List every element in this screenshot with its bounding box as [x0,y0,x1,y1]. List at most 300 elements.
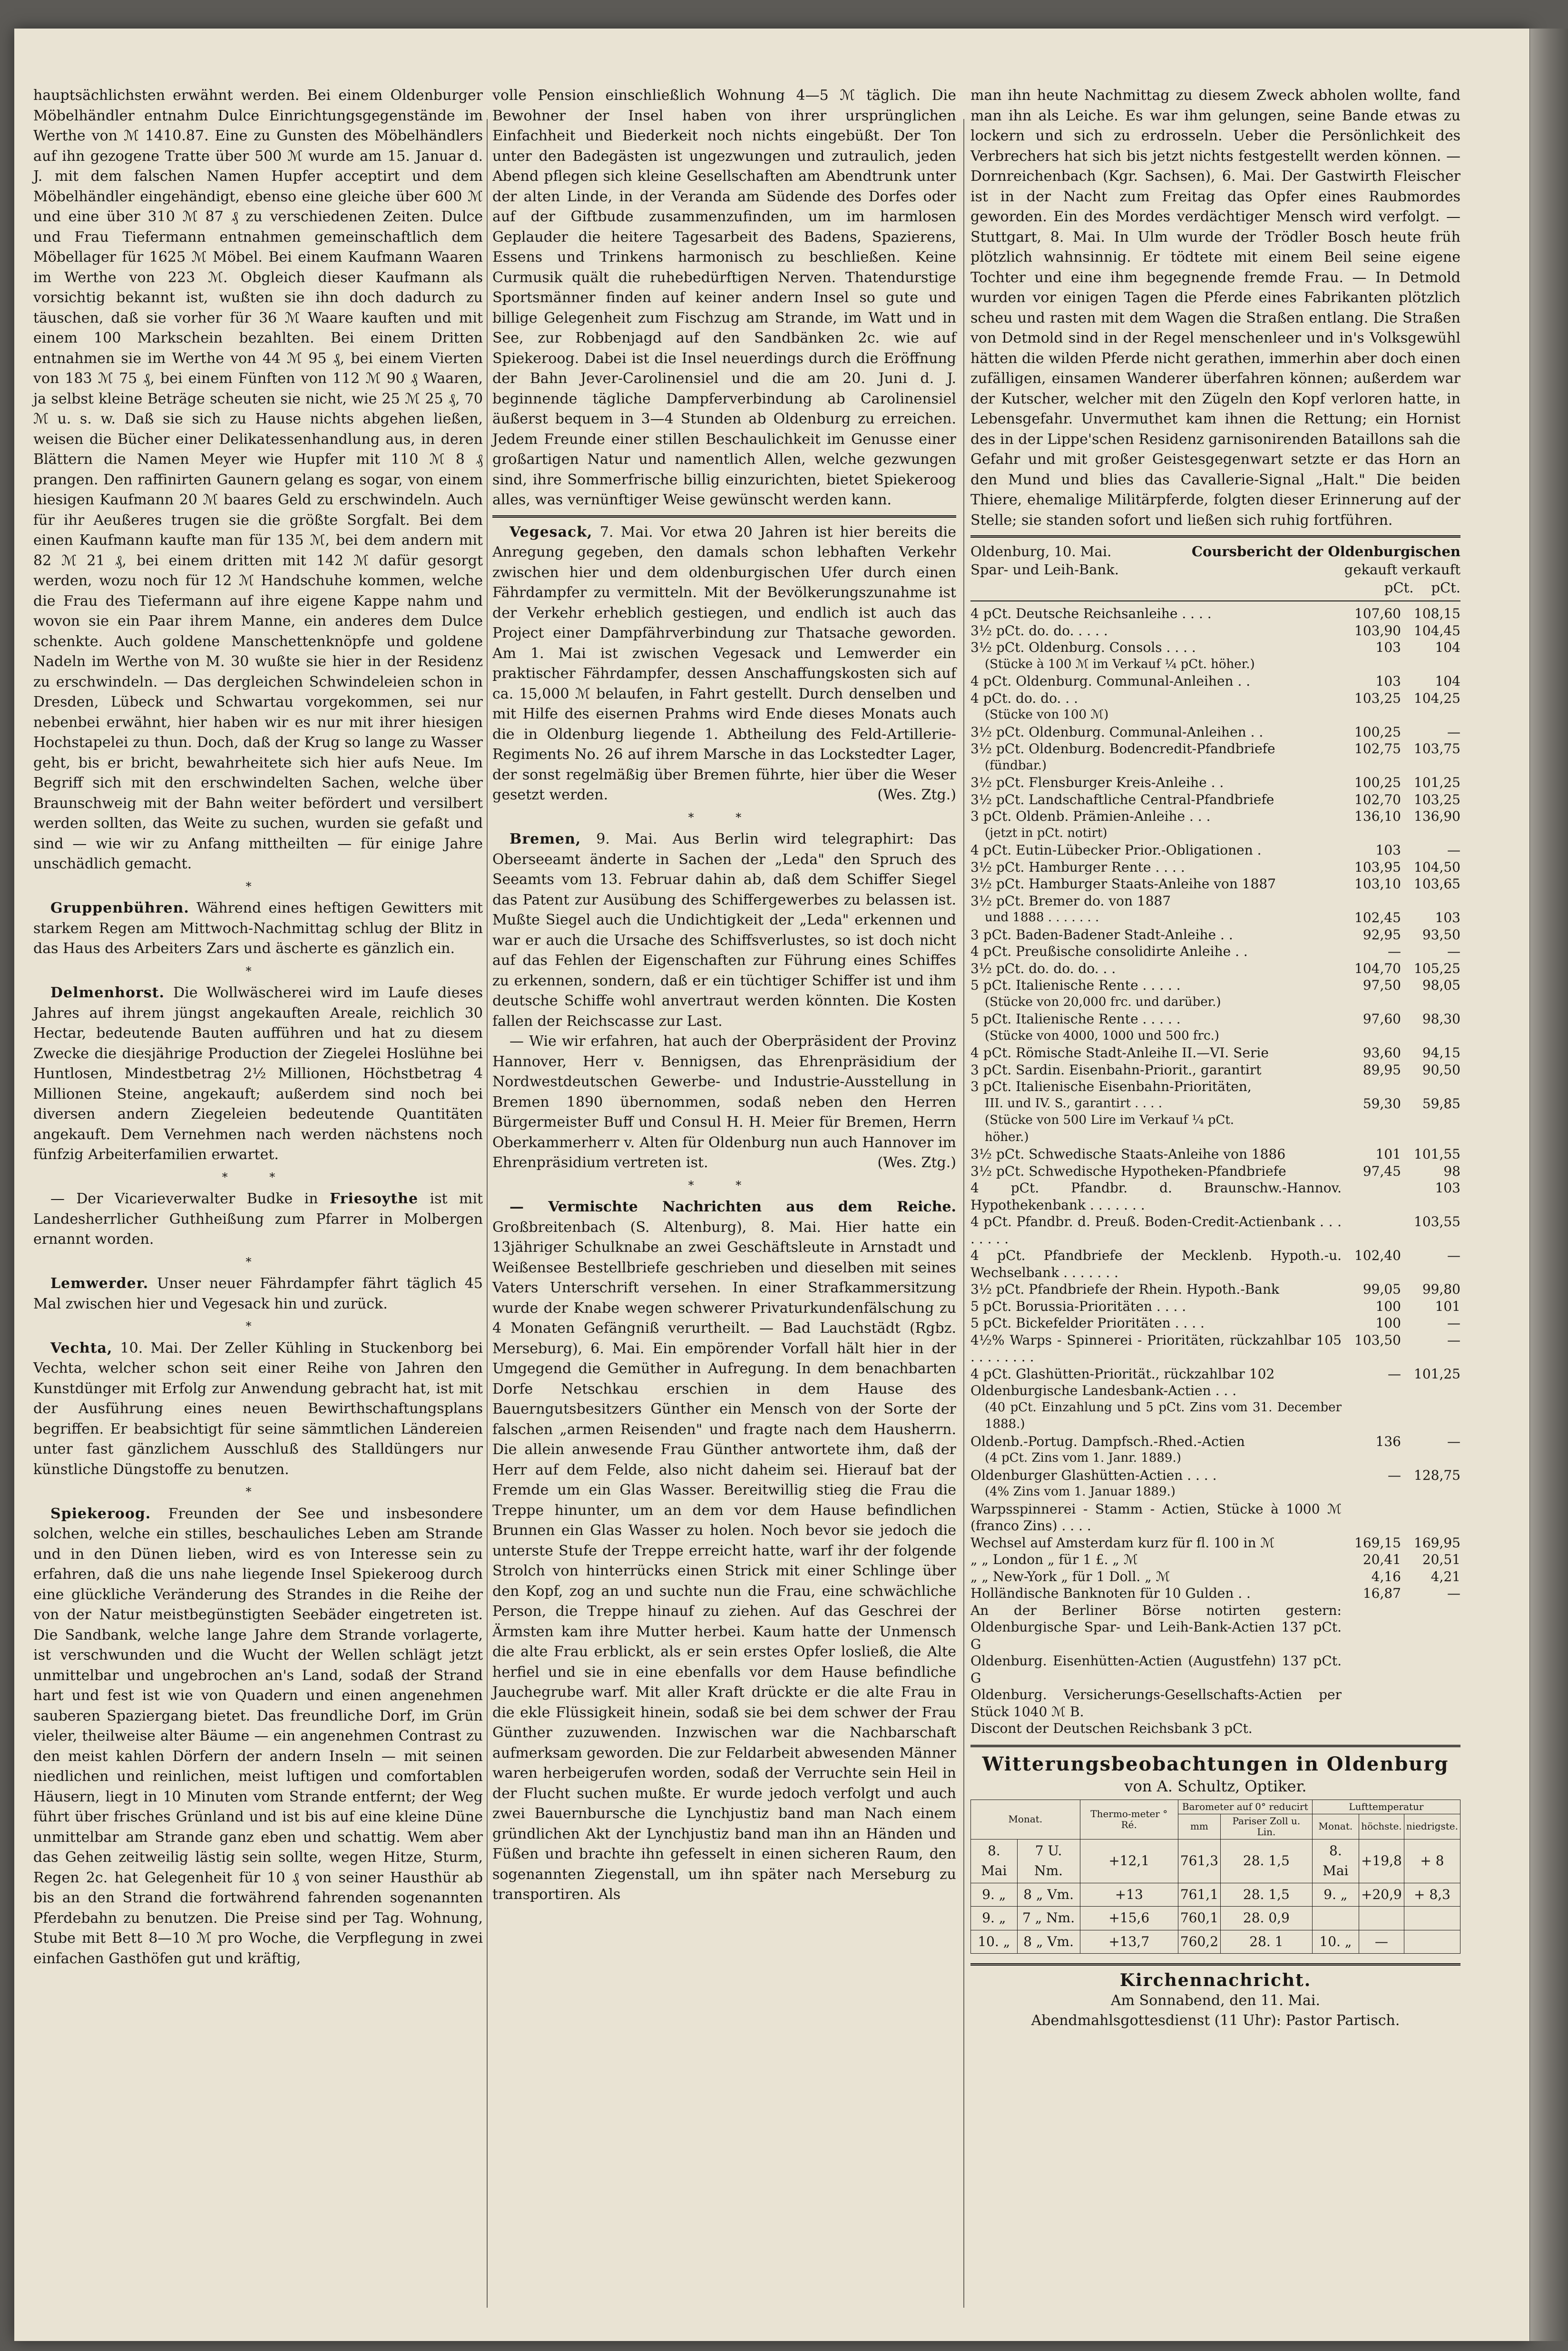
section-rule [970,1963,1460,1966]
kurs-row [970,1129,1460,1146]
kurs-sell [1401,1501,1460,1535]
weather-h-max: höchste. [1359,1814,1404,1839]
weather-cell-monat: 10. „ [971,1930,1018,1954]
column-rule [487,119,488,2308]
weather-cell-mm: 760,2 [1178,1930,1220,1954]
kurs-row [970,859,1460,876]
source-credit: (Wes. Ztg.) [877,787,956,803]
weather-cell-monat: 8. Mai [971,1839,1018,1883]
weather-cell-thermo: +13,7 [1080,1930,1178,1954]
kurs-label: Oldenburgische Landesbank-Actien . . . [970,1383,1237,1398]
article-text: ist mit Landesherrlicher Guthheißung zum Pfarrer in Molbergen ernannt worden. [33,1190,483,1248]
weather-header-row [971,1800,1460,1814]
kurs-sell [1401,1720,1460,1737]
kurs-col-unit: pCt. [1384,580,1414,596]
weather-cell-min [1404,1907,1460,1930]
article-lemwerder [33,1274,483,1314]
kurs-buy [1342,1450,1401,1467]
kurs-row [970,960,1460,977]
kurs-sell: 128,75 [1414,1467,1460,1483]
kurs-sell: 103,55 [1414,1214,1460,1230]
kurs-buy: 103 [1375,673,1401,689]
kurs-sell: 103,75 [1414,741,1460,757]
article-vechta [33,1338,483,1480]
kurs-buy: — [1388,1366,1401,1382]
kurs-label: (40 pCt. Einzahlung und 5 pCt. Zins vom 31. December 1888.) [985,1400,1342,1431]
kurs-label: (4% Zins vom 1. Januar 1889.) [985,1485,1176,1499]
kurs-row [970,842,1460,859]
article-spiekeroog [33,1504,483,1969]
section-headline: — Vermischte Nachrichten aus dem Reiche. [510,1199,956,1215]
kurs-buy: 100,25 [1354,775,1401,790]
kurs-label: 3½ pCt. Oldenburg. Bodencredit-Pfandbriefe [970,741,1275,757]
place-name: Lemwerder. [50,1275,149,1292]
kurs-row [970,639,1460,656]
kurs-row [970,707,1460,724]
weather-cell-thermo: +13 [1080,1883,1178,1907]
article-text: Unser neuer Fährdampfer fährt täglich 45 Mal zwischen hier und Vegesack hin und zurück. [33,1275,483,1312]
kurs-buy: 169,15 [1354,1535,1401,1551]
kurs-sell [1401,1112,1460,1129]
separator-stars: * [245,964,271,978]
article-vermischte [492,1197,956,1905]
kursbericht-header [970,542,1460,597]
weather-cell-max [1359,1907,1404,1930]
article-text: Großbreitenbach (S. Altenburg), 8. Mai. Hier hatte ein 13jähriger Schulknabe an zwei Geschäftsleute in Arnstadt und Weißensee Bestellbriefe geschrieben und dieselben mit seines Vaters Unterschrift versehen. In einer Strafkammersitzung wurde der Knabe wegen schwerer Privaturkundenfälschung zu 4 Monaten Gefängniß verurtheilt. — Bad Lauchstädt (Rgbz. Merseburg), 6. Mai. Ein empörender Vorfall hält hier in der Umgegend die Gemüther in Aufregung. In dem benachbarten Dorfe Netschkau erschien in dem Hause des Bauerngutsbesitzers Günther ein Mensch von der Sorte der falschen „armen Reisenden" und fragte nach dem Hausherrn. Die allein anwesende Frau Günther antwortete ihm, daß der Herr auf dem Felde, also nicht daheim sei. Hierauf bat der Fremde um ein Glas Wasser. Bereitwillig stieg die Frau die Treppe hinunter, um an dem vor dem Hause befindlichen Brunnen ein Glas Wasser zu holen. Noch bevor sie jedoch die unterste Stufe der Treppe erreicht hatte, warf ihr der folgende Strolch von hinterrücks einen Strick mit einer Schlinge über den Kopf, zog an und suchte nun die Frau, eine schwächliche Person, die Treppe hinauf zu ziehen. Auf das Geschrei der Ärmsten kam ihre Mutter herbei. Kaum hatte der Unmensch die alte Frau erblickt, als er sein erstes Opfer losließ, die Alte herfiel und sie in eine ebenfalls vor dem Hause befindliche Jauchegrube warf. Mit aller Kraft drückte er die alte Frau in die ekle Flüssigkeit hinein, sodaß sie bei dem schwer der Frau Günther zuzuwenden. Inzwischen war die Nachbarschaft aufmerksam geworden. Die zur Feldarbeit abwesenden Männer waren herbeigerufen worden, sodaß der Verruchte sein Heil in der Flucht suchen mußte. Er wurde jedoch verfolgt und auch zwei Bauernbursche die Lynchjustiz band man Nach einem gründlichen Akt der Lynchjustiz band man ihn an Händen und Füßen und brachte ihn gefesselt in einen sicheren Raum, den sogenannten Ziegenstall, um ihn später nach Merseburg zu transportiren. Als [492,1219,956,1903]
article-text: hauptsächlichsten erwähnt werden. Bei einem Oldenburger Möbelhändler entnahm Dulce Einrichtungsgegenstände im Werthe von ℳ 1410.87. Eine zu Gunsten des Möbelhändlers auf ihn gezogene Tratte über 500 ℳ wurde am 15. Januar d. J. mit dem falschen Namen Hupfer acceptirt und dem Möbelhändler eingehändigt, ebenso eine gleiche über 600 ℳ und eine über 310 ℳ 87 ₰ zu verschiedenen Zeiten. Dulce und Frau Tiefermann entnahmen gemeinschaftlich dem Möbellager für 1625 ℳ Möbel. Bei einem Kaufmann Waaren im Werthe von 223 ℳ. Obgleich dieser Kaufmann als vorsichtig bekannt ist, wußten sie ihn doch dadurch zu täuschen, daß sie vorher für 36 ℳ Waare kauften und mit einem 100 Markschein bezahlten. Bei einem Dritten entnahmen sie im Werthe von 44 ℳ 95 ₰, bei einem Vierten von 183 ℳ 75 ₰, bei einem Fünften von 112 ℳ 90 ₰ Waaren, ja selbst kleine Beträge scheuten sie nicht, wie 25 ℳ 25 ₰, 70 ℳ u. s. w. Daß sie sich zu Hause nichts abgehen ließen, weisen die Bücher einer Delikatessenhandlung aus, in deren Blättern die Namen Meyer wie Hupfer mit 110 ℳ 8 ₰ prangen. Den raffinirten Gaunern gelang es sogar, von einem hiesigen Kaufmann 20 ℳ baares Geld zu erschwindeln. Auch für ihr Aeußeres trugen sie die größte Sorgfalt. Bei dem einen Kaufmann kaufte man für 135 ℳ, bei dem andern mit 82 ℳ 21 ₰, bei einem dritten mit 142 ℳ dafür gesorgt werden, wozu noch für 12 ℳ Handschuhe kommen, welche die Frau des Tiefermann auf ihre eigene Kappe nahm und wovon sie ein Paar ihrem Manne, ein anderes dem Dulce schenkte. Auch goldene Manschettenknöpfe und goldene Nadeln im Werthe von M. 30 wußte sie hier in der Residenz zu erschwindeln. — Das dergleichen Schwindeleien schon in Dresden, Lübeck und Schwartau vorgekommen, sei nur nebenbei erwähnt, hier haben wir es nur mit ihrer hiesigen Hochstapelei zu thun. Doch, daß der Krug so lange zu Wasser geht, bis er bricht, bewahrheitete sich hier aufs Neue. Im Begriff sich mit den erschwindelten Sachen, welche über Braunschweig mit der Bahn weiter befördert und versilbert werden sollten, das Weite zu suchen, wurden sie gefaßt und sind — wie wir zu Anfang mittheilten — für einige Jahre unschädlich gemacht. [33,87,483,872]
kurs-title: Coursbericht der Oldenburgischen [1191,543,1460,560]
kurs-buy: 100 [1375,1315,1401,1331]
kurs-label: 4 pCt. Römische Stadt-Anleihe II.—VI. Serie [970,1045,1269,1061]
weather-cell-zoll: 28. 1,5 [1221,1839,1313,1883]
kurs-buy [1342,1028,1401,1045]
kurs-label: 3½ pCt. Hamburger Rente . . . . [970,859,1185,875]
kurs-buy: 103,95 [1354,859,1401,875]
kurs-buy: 89,95 [1362,1062,1401,1078]
kurs-sell: 105,25 [1414,960,1460,976]
kurs-label: 3½ pCt. Hamburger Staats-Anleihe von 1887 [970,876,1276,892]
kurs-label: 4 pCt. Oldenburg. Communal-Anleihen . . [970,673,1251,689]
kurs-row [970,774,1460,791]
weather-h-baro: Barometer auf 0° reducirt [1178,1800,1312,1814]
kurs-buy: 97,45 [1362,1163,1401,1179]
kurs-sell: — [1447,1315,1460,1331]
kurs-label: Oldenb.-Portug. Dampfsch.-Rhed.-Actien [970,1433,1245,1449]
church-notice-service: Abendmahlsgottesdienst (11 Uhr): Pastor Partisch. [1031,2012,1400,2029]
kurs-label: 4½% Warps - Spinnerei - Prioritäten, rückzahlbar 105 . . . . . . . . [970,1332,1342,1365]
weather-subtitle: von A. Schultz, Optiker. [1124,1777,1307,1795]
kurs-buy [1342,1602,1401,1653]
kurs-label: 3½ pCt. Pfandbriefe der Rhein. Hypoth.-Bank [970,1281,1279,1297]
kurs-sell: 103 [1435,910,1460,925]
kurs-buy [1342,1686,1401,1720]
weather-cell-zeit: 8 „ Vm. [1017,1930,1080,1954]
kurs-buy: 59,30 [1362,1095,1401,1112]
kurs-buy: 16,87 [1362,1585,1401,1601]
separator-stars: * * [688,810,761,824]
kurs-buy [1342,1501,1401,1535]
kurs-buy [1342,893,1401,910]
kurs-sell [1401,1129,1460,1146]
kurs-label: „ „ London „ für 1 £. „ ℳ [970,1552,1138,1567]
kurs-col-sell: verkauft [1401,561,1460,578]
kurs-label: 3½ pCt. Schwedische Staats-Anleihe von 1886 [970,1146,1286,1162]
weather-cell-monat: 9. „ [971,1907,1018,1930]
kurs-sell: 169,95 [1414,1535,1460,1551]
kurs-label: 3½ pCt. do. do. . . . . [970,622,1108,639]
kurs-label: 3½ pCt. Schwedische Hypotheken-Pfandbriefe [970,1163,1286,1179]
kurs-buy [1342,1180,1401,1213]
kurs-label: (jetzt in pCt. notirt) [985,826,1107,840]
kurs-buy: — [1388,1467,1401,1483]
kurs-row [970,1686,1460,1720]
weather-cell-monat2: 8. Mai [1312,1839,1359,1883]
church-notice-date: Am Sonnabend, den 11. Mai. [1110,1992,1321,2009]
kurs-label: (Stücke von 4000, 1000 und 500 frc.) [985,1028,1219,1043]
kurs-sell: — [1447,1332,1460,1348]
kurs-label: (Stücke von 100 ℳ) [985,708,1109,722]
kurs-sell: 104 [1435,673,1460,689]
weather-cell-mm: 761,3 [1178,1839,1220,1883]
kurs-row [970,1535,1460,1552]
kurs-row [970,1078,1460,1095]
kurs-buy [1342,994,1401,1011]
kurs-row [970,1044,1460,1062]
kurs-sell: — [1447,724,1460,740]
weather-cell-max: — [1359,1930,1404,1954]
source-credit: (Wes. Ztg.) [877,1154,956,1171]
kurs-label: 3 pCt. Oldenb. Prämien-Anleihe . . . [970,808,1211,824]
article-text: — Wie wir erfahren, hat auch der Oberpräsident der Provinz Hannover, Herr v. Bennigsen, das Ehrenpräsidium der Nordwestdeutschen Gewerbe- und Industrie-Ausstellung in Bremen 1890 übernommen, sodaß neben den Herren Bürgermeister Buff und Consul H. H. Meier für Bremen, Herrn Oberkammerherr v. Alten für Oldenburg nun auch Hannover im Ehrenpräsidium vertreten ist. [492,1033,956,1171]
kurs-buy: 93,60 [1362,1045,1401,1061]
kurs-row [970,1720,1460,1737]
kurs-buy: 104,70 [1354,960,1401,976]
kurs-buy [1342,825,1401,842]
kurs-buy: 99,05 [1362,1281,1401,1297]
kurs-label: Oldenburg. Eisenhütten-Actien (Augustfehn) 137 pCt. G [970,1653,1342,1686]
article-text: Während eines heftigen Gewitters mit starkem Regen am Mittwoch-Nachmittag schlug der Blitz in das Haus des Arbeiters Zars und äscherte es gänzlich ein. [33,900,483,957]
kurs-label: III. und IV. S., garantirt . . . . [985,1096,1163,1111]
kurs-label: 3½ pCt. Bremer do. von 1887 [970,893,1171,909]
kurs-buy [1342,656,1401,673]
kurs-buy: 97,60 [1362,1011,1401,1027]
kurs-row [970,875,1460,893]
kurs-sell [1401,1450,1460,1467]
kurs-row [970,1568,1460,1585]
kurs-sell: 136,90 [1414,808,1460,824]
kurs-row [970,740,1460,757]
weather-cell-mm: 761,1 [1178,1883,1220,1907]
kurs-buy [1342,1078,1401,1095]
kurs-buy: — [1388,944,1401,959]
kurs-buy: 107,60 [1354,606,1401,621]
kurs-row [970,1467,1460,1484]
kurs-label: 5 pCt. Italienische Rente . . . . . [970,977,1181,993]
kurs-sell: — [1447,1585,1460,1601]
kurs-label: (Stücke von 500 Lire im Verkauf ¼ pCt. [985,1113,1235,1127]
kurs-row [970,1332,1460,1366]
kurs-sell: 4,21 [1431,1568,1460,1584]
kurs-sell: — [1447,842,1460,858]
kurs-sell: 101,25 [1414,1366,1460,1382]
kurs-sell [1401,994,1460,1011]
kurs-buy: 101 [1375,1146,1401,1162]
weather-h-thermo: Thermo-meter ° Ré. [1080,1800,1178,1839]
kurs-buy [1342,1213,1401,1247]
kurs-row [970,1484,1460,1501]
kurs-table-body [970,605,1460,1737]
kurs-label: 3½ pCt. Oldenburg. Communal-Anleihen . . [970,724,1264,740]
weather-title: Witterungsbeobachtungen in Oldenburg [982,1752,1449,1775]
kurs-label: (4 pCt. Zins vom 1. Janr. 1889.) [985,1451,1181,1465]
weather-row [971,1883,1460,1907]
kurs-sell [1401,893,1460,910]
kurs-label: 3½ pCt. Oldenburg. Consols . . . . [970,639,1196,655]
weather-row [971,1839,1460,1883]
article-text: 10. Mai. Der Zeller Kühling in Stuckenborg bei Vechta, welcher schon seit einer Reihe von Jahren den Kunstdünger mit Erfolg zur Anwendung gebracht hat, ist mit der Ausführung eines neuen Bewirthschaftungsplans begriffen. Er beabsichtigt für seine sämmtlichen Ländereien unter fast gänzlichem Ausschluß des Stalldüngers nur künstliche Düngstoffe zu benutzen. [33,1339,483,1478]
kurs-sell [1401,757,1460,775]
kurs-label: „ „ New-York „ für 1 Doll. „ ℳ [970,1568,1170,1584]
kurs-label: 3½ pCt. Landschaftliche Central-Pfandbriefe [970,791,1274,807]
kurs-sell: — [1447,1433,1460,1449]
kurs-label: (fündbar.) [985,758,1047,773]
kurs-label: 5 pCt. Italienische Rente . . . . . [970,1011,1181,1027]
kurs-row [970,1146,1460,1163]
place-name: Vechta, [50,1339,113,1357]
kurs-label: höher.) [985,1130,1029,1144]
divider [970,600,1460,601]
kurs-row [970,1298,1460,1315]
kurs-buy: 103,10 [1354,876,1401,892]
kurs-sell [1401,1399,1460,1433]
article-bremen [492,829,956,1032]
kurs-label: 4 pCt. Preußische consolidirte Anleihe . . [970,944,1248,959]
kurs-row [970,909,1460,926]
weather-h-luft: Lufttemperatur [1312,1800,1460,1814]
kurs-row [970,926,1460,944]
kurs-sell: 98 [1443,1163,1460,1179]
kurs-sell: 90,50 [1422,1062,1460,1078]
weather-h-mm: mm [1178,1814,1220,1839]
kurs-sell: 101,25 [1414,775,1460,790]
article-text: — Der Vicarieverwalter Budke in [50,1190,330,1207]
kurs-label: 4 pCt. Deutsche Reichsanleihe . . . . [970,606,1212,621]
kurs-label: Wechsel auf Amsterdam kurz für fl. 100 in ℳ [970,1535,1275,1551]
weather-row [971,1930,1460,1954]
kurs-label: (Stücke à 100 ℳ im Verkauf ¼ pCt. höher.) [985,657,1255,671]
kurs-label: 3 pCt. Italienische Eisenbahn-Prioritäten, [970,1079,1252,1094]
kurs-label: 3 pCt. Baden-Badener Stadt-Anleihe . . [970,926,1233,943]
kurs-row [970,1585,1460,1602]
kurs-sell: — [1447,1248,1460,1263]
kurs-buy: 102,75 [1354,741,1401,757]
weather-cell-zoll: 28. 0,9 [1221,1907,1313,1930]
kurs-row [970,724,1460,741]
kurs-row [970,1501,1460,1535]
kurs-buy [1342,1720,1401,1737]
separator-stars: * * [222,1170,294,1184]
kurs-sell: 104,45 [1414,622,1460,639]
kurs-row [970,994,1460,1011]
kurs-buy: 102,45 [1354,910,1401,925]
kurs-label: An der Berliner Börse notirten gestern: Oldenburgische Spar- und Leih-Bank-Actien 137 pCt. G [970,1602,1342,1652]
kurs-buy [1342,1399,1401,1433]
kurs-sell [1401,1078,1460,1095]
weather-cell-min: + 8 [1404,1839,1460,1883]
kurs-row [970,1163,1460,1180]
kurs-sell: — [1447,944,1460,959]
column-3 [970,86,1460,2031]
kurs-sell: 98,05 [1422,977,1460,993]
kurs-sell [1401,656,1460,673]
kurs-buy [1342,1129,1401,1146]
article-friesoythe [33,1189,483,1250]
kurs-buy: 100,25 [1354,724,1401,740]
article-text: man ihn heute Nachmittag zu diesem Zweck abholen wollte, fand man ihn als Leiche. Es war ihm gelungen, seine Bande etwas zu lockern und sich zu erdrosseln. Ueber die Persönlichkeit des Verbrechers hat sich bis jetzt nichts festgestellt werden können. — Dornreichenbach (Kgr. Sachsen), 6. Mai. Der Gastwirth Fleischer ist in der Nacht zum Freitag das Opfer eines Raubmordes geworden. Ein des Mordes verdächtiger Mensch wird verfolgt. — Stuttgart, 8. Mai. In Ulm wurde der Trödler Bosch heute früh plötzlich wahnsinnig. Er tödtete mit einem Beil seine eigene Tochter und eine ihm begegnende fremde Frau. — In Detmold wurden vor einigen Tagen die Pferde eines Fabrikanten plötzlich scheu und rasten mit dem Wagen die Straßen entlang. Die Straßen von Detmold sind in der Regel menschenleer und in's Volksgewühl hätten die wilden Pferde nicht gerathen, immerhin aber doch einen zufälligen, einsamen Wanderer überfahren können; außerdem war der Kutscher, welcher mit den Zügeln den Kopf verloren hatte, in Lebensgefahr. Unvermuthet kam ihnen die Rettung; ein Hornist des in der Lippe'schen Residenz garnisonirenden Bataillons sah die Gefahr und mit großer Geistesgegenwart setzte er das Horn an den Mund und blies das Cavallerie-Signal „Halt." Die beiden Thiere, ehemalige Militärpferde, folgten dieser Erinnerung auf der Stelle; sie standen sofort und ließen sich ruhig fortführen. [970,87,1460,529]
weather-cell-zeit: 7 U. Nm. [1017,1839,1080,1883]
weather-cell-min: + 8,3 [1404,1883,1460,1907]
kurs-sell: 104,25 [1414,690,1460,706]
kurs-sell: 104 [1435,639,1460,655]
kurs-label: Warpsspinnerei - Stamm - Actien, Stücke à 1000 ℳ (franco Zins) . . . . [970,1501,1342,1534]
kurs-label: 5 pCt. Borussia-Prioritäten . . . . [970,1298,1186,1314]
kurs-row [970,605,1460,622]
separator-stars: * [245,1255,271,1269]
kurs-sell [1401,1028,1460,1045]
weather-cell-max: +20,9 [1359,1883,1404,1907]
article-text: volle Pension einschließlich Wohnung 4—5 ℳ täglich. Die Bewohner der Insel haben von ihrer ursprünglichen Einfachheit und Biederkeit noch nichts eingebüßt. Der Ton unter den Badegästen ist ungezwungen und zutraulich, jeden Abend pflegen sich kleine Gesellschaften am Abendtrunk unter der alten Linde, in der Veranda am Südende des Dorfes oder auf der Giftbude zusammenzufinden, um im harmlosen Geplauder die heitere Tagesarbeit des Badens, Spazierens, Essens und Trinkens harmonisch zu beschließen. Keine Curmusik quält die ruhebedürftigen Nerven. Thatendurstige Sportsmänner finden auf keiner andern Insel so gute und billige Gelegenheit zum Fischzug am Strande, im Watt und in See, zur Robbenjagd auf den Sandbänken 2c. wie auf Spiekeroog. Dabei ist die Insel neuerdings durch die Eröffnung der Bahn Jever-Carolinensiel und die am 20. Juni d. J. beginnende tägliche Dampferverbindung ab Carolinensiel äußerst bequem in 3—4 Stunden ab Oldenburg zu erreichen. Jedem Freunde einer stillen Beschaulichkeit im Genusse einer großartigen Natur und namentlich Allen, welche gezwungen sind, ihre Sommerfrische billig einzurichten, bietet Spiekeroog alles, was vernünftiger Weise gewünscht werden kann. [492,87,956,508]
kurs-row [970,791,1460,808]
column-rule [963,119,964,2308]
weather-row [971,1907,1460,1930]
weather-cell-min [1404,1930,1460,1954]
kurs-col-unit: pCt. [1431,580,1460,596]
weather-table [970,1800,1460,1954]
kurs-row [970,1180,1460,1213]
kurs-buy: 100 [1375,1298,1401,1314]
place-name: Gruppenbühren. [50,900,189,916]
kurs-sell: 94,15 [1422,1045,1460,1061]
place-name: Spiekeroog. [50,1505,151,1522]
kurs-row [970,622,1460,639]
weather-cell-zoll: 28. 1,5 [1221,1883,1313,1907]
kurs-row [970,1433,1460,1450]
article-delmenhorst [33,983,483,1165]
weather-cell-zoll: 28. 1 [1221,1930,1313,1954]
kurs-sell: 59,85 [1422,1095,1460,1112]
kurs-row [970,1062,1460,1079]
kurs-sell: 101,55 [1414,1146,1460,1162]
kurs-row [970,690,1460,707]
kurs-buy [1342,757,1401,775]
kurs-label: 3½ pCt. Flensburger Kreis-Anleihe . . [970,775,1224,790]
article-gruppenbuehren [33,898,483,959]
kurs-sell: 108,15 [1414,606,1460,621]
column-1 [33,86,483,1969]
kurs-row [970,977,1460,994]
column-2 [492,86,956,1905]
kurs-row [970,1450,1460,1467]
kurs-row [970,893,1460,910]
kurs-row [970,1315,1460,1332]
kurs-buy: 103,90 [1354,622,1401,639]
kurs-sell: 104,50 [1414,859,1460,875]
kurs-label: und 1888 . . . . . . . [985,910,1099,925]
weather-h-zoll: Pariser Zoll u. Lin. [1221,1814,1313,1839]
kurs-row [970,656,1460,673]
kurs-col-buy: gekauft [1344,561,1398,578]
kurs-row [970,757,1460,775]
separator-stars: * [245,879,271,893]
page-edge [1530,29,1568,2341]
article-text: Die Wollwäscherei wird im Laufe dieses Jahres auf ihrem jüngst angekauften Areale, reichlich 30 Hectar, bedeutende Bauten aufführen und hat zu diesem Zwecke die diesjährige Production der Ziegelei Hoslühne bei Huntlosen, Mindestbetrag 2½ Millionen, Höchstbetrag 4 Millionen Steine, angekauft; außerdem sind noch bei diversen andern Ziegeleien bedeutende Quantitäten angekauft. Dem Vernehmen nach werden nächstens noch fünfzig Arbeiterfamilien erwartet. [33,984,483,1163]
weather-cell-thermo: +12,1 [1080,1839,1178,1883]
kurs-row [970,1399,1460,1433]
kurs-buy: 92,95 [1362,926,1401,943]
kurs-buy: 103 [1375,639,1401,655]
kurs-label: 4 pCt. do. do. . . [970,690,1078,706]
weather-table-body [971,1839,1460,1954]
weather-cell-max: +19,8 [1359,1839,1404,1883]
kurs-label: 4 pCt. Glashütten-Priorität., rückzahlbar 102 [970,1366,1275,1382]
weather-h-min: niedrigste. [1404,1814,1460,1839]
kurs-row [970,943,1460,960]
separator-stars: * [245,1485,271,1498]
kurs-sell: 20,51 [1422,1552,1460,1567]
weather-cell-thermo: +15,6 [1080,1907,1178,1930]
kurs-row [970,1095,1460,1112]
separator-stars: * [245,1319,271,1333]
place-name: Friesoythe [329,1190,419,1207]
kurs-buy: 136 [1375,1433,1401,1449]
kurs-row [970,1382,1460,1399]
kurs-bank: Spar- und Leih-Bank. [970,561,1119,578]
kurs-sell [1401,1484,1460,1501]
kurs-sell: 99,80 [1422,1281,1460,1297]
kurs-buy: 102,40 [1354,1248,1401,1263]
kurs-buy [1342,1112,1401,1129]
section-rule [492,515,956,518]
kurs-row [970,1653,1460,1686]
kurs-row [970,825,1460,842]
church-notice-title: Kirchennachricht. [1119,1970,1312,1990]
article-vegesack [492,522,956,806]
weather-cell-monat2: 9. „ [1312,1883,1359,1907]
kurs-row [970,1112,1460,1129]
kurs-sell [1401,1686,1460,1720]
kurs-sell: 103 [1435,1180,1460,1196]
kurs-buy: 20,41 [1362,1552,1401,1567]
kurs-sell [1401,1602,1460,1653]
kurs-row [970,1366,1460,1383]
article-text: 7. Mai. Vor etwa 20 Jahren ist hier bereits die Anregung gegeben, den damals schon lebhaften Verkehr zwischen hier und dem oldenburgischen Ufer durch einen Fährdampfer zu vermitteln. Mit der Bevölkerungszunahme ist der Verkehr erheblich gestiegen, und endlich ist auch das Project einer Dampfährverbindung zur Thatsache geworden. Am 1. Mai ist zwischen Vegesack und Lemwerder ein praktischer Fährdampfer, dessen Anschaffungskosten sich auf ca. 15,000 ℳ belaufen, in Fahrt gestellt. Durch denselben und mit Hilfe des eisernen Prahms wird Ende dieses Monats auch die in Oldenburg liegende 1. Abtheilung des Feld-Artillerie-Regiments No. 26 auf ihrem Marsche in das Lockstedter Lager, der sonst regelmäßig über Bremen führte, hier über die Weser gesetzt werden. [492,523,956,803]
kurs-sell [1401,825,1460,842]
kurs-row [970,1028,1460,1045]
kurs-row [970,1551,1460,1568]
kurs-buy: 103,50 [1354,1332,1401,1348]
kurs-sell: 93,50 [1422,926,1460,943]
kurs-label: Holländische Banknoten für 10 Gulden . . [970,1585,1251,1601]
place-name: Delmenhorst. [50,984,165,1001]
kurs-buy [1342,1653,1401,1686]
kurs-label: 4 pCt. Pfandbr. d. Braunschw.-Hannov. Hypothekenbank . . . . . . . [970,1180,1342,1213]
kurs-row [970,673,1460,690]
kurs-sell [1401,707,1460,724]
kurs-buy: 4,16 [1371,1568,1401,1584]
kurs-buy: 103,25 [1354,690,1401,706]
kurs-label: 4 pCt. Pfandbriefe der Mecklenb. Hypoth.-u. Wechselbank . . . . . . . [970,1248,1342,1280]
kurs-label: 4 pCt. Eutin-Lübecker Prior.-Obligationen . [970,842,1262,858]
